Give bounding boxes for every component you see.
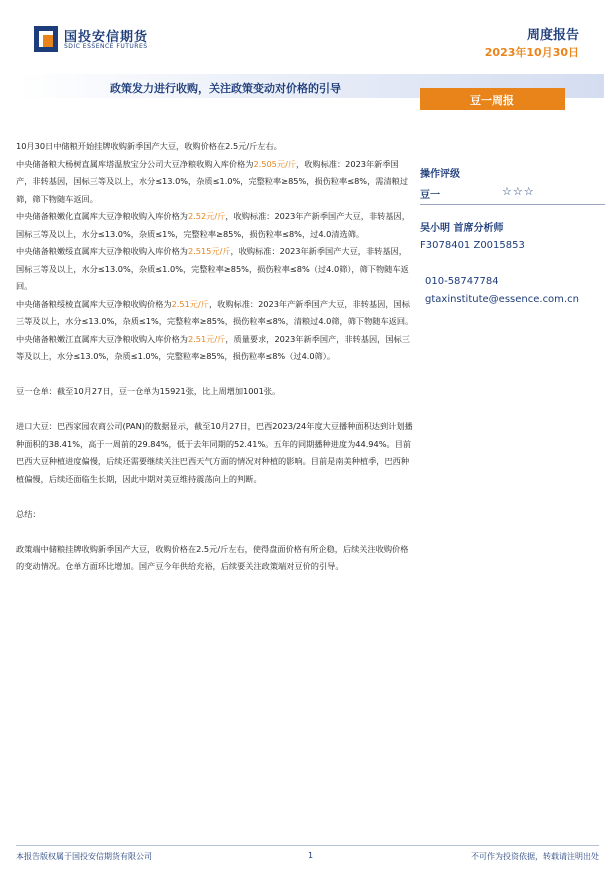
sidebar-divider <box>420 204 605 205</box>
paragraph-nensui: 中央储备粮嫩绥直属库大豆净粮收购入库价格为2.515元/斤，收购标准：2023年新季国产大豆，非转基因，国标三等及以上，水分≤13.0%，杂质≤1.0%，完整粒率≥85%，损伤粒率≤8%（过4.0筛），筛下物随车返回。 <box>16 246 409 291</box>
footer-divider <box>16 845 599 846</box>
summary-label: 总结： <box>16 508 41 519</box>
company-logo <box>34 24 169 56</box>
report-header <box>0 0 615 75</box>
paragraph-nenhua: 中央储备粮嫩化直属库大豆净粮收购入库价格为2.52元/斤，收购标准：2023年产新季国产大豆，非转基因，国标三等及以上，水分≤13.0%，杂质≤1%，完整粒率≥85%，损伤粒率≤8%，过4.0清选筛。 <box>16 211 410 239</box>
logo-name-cn: 国投安信期货 <box>64 30 149 45</box>
analyst-name: 吴小明 首席分析师 <box>420 223 504 234</box>
price-value: 2.505元/斤 <box>253 158 297 169</box>
logo-mark-icon <box>34 26 58 52</box>
report-date: 2023年10月30日 <box>484 46 579 59</box>
paragraph-datayangshu: 中央储备粮大杨树直属库塔温敖宝分公司大豆净粮收购入库价格为2.505元/斤，收购标准：2023年新季国产，非转基因，国标三等及以上，水分≤13.0%，杂质≤1.0%，完整粒率≥85%，损伤粒率≤8%，需清粮过筛，筛下物随车返回。 <box>16 158 409 204</box>
contact-phone: 010-58747784 <box>425 276 499 287</box>
rating-stars-icon: ☆☆☆ <box>502 185 535 198</box>
price-value: 2.51元/斤 <box>187 333 226 344</box>
rating-label: 操作评级 <box>420 169 460 180</box>
rating-item: 豆一 <box>420 190 440 201</box>
paragraph-imported-soybeans: 进口大豆：巴西家园农商公司(PAN)的数据显示，截至10月27日，巴西2023/24年度大豆播种面积达到计划播种面积的38.41%，高于一周前的29.84%，低于去年同期的52.41%。五年的同期播种进度为44.94%。目前巴西大豆种植进度偏慢，后续还需要继续关注巴西天气方面的情况对种植的影响。目前是南美种植季，巴西种植偏慢，后续还面临生长期，因此中期对美豆维持震荡向上的判断。 <box>16 421 413 484</box>
report-type: 周度报告 <box>526 28 579 43</box>
price-value: 2.51元/斤 <box>171 298 209 309</box>
price-value: 2.515元/斤 <box>187 246 231 256</box>
report-tag: 豆一周报 <box>470 94 514 107</box>
paragraph-intro: 10月30日中储粮开始挂牌收购新季国产大豆，收购价格在2.5元/斤左右。 <box>16 141 282 151</box>
logo-name-en: SDIC ESSENCE FUTURES <box>64 43 148 50</box>
page-number: 1 <box>308 851 314 860</box>
paragraph-warehouse-receipts: 豆一仓单：截至10月27日，豆一仓单为15921张，比上周增加1001张。 <box>16 386 281 396</box>
footer-copyright: 本报告版权属于国投安信期货有限公司 <box>16 852 152 861</box>
paragraph-suiling: 中央储备粮绥棱直属库大豆净粮收购价格为2.51元/斤，收购标准：2023年产新季国产大豆，非转基因，国标三等及以上，水分≤13.0%，杂质≤1%，完整粒率≥85%，损伤粒率≤8%，清粮过4.0筛，筛下物随车返回。 <box>16 298 414 326</box>
footer-disclaimer: 不可作为投资依据，转载请注明出处 <box>471 852 599 861</box>
report-title: 政策发力进行收购，关注政策变动对价格的引导 <box>110 82 341 95</box>
paragraph-nenjiang: 中央储备粮嫩江直属库大豆净粮收购入库价格为2.51元/斤，质量要求，2023年新季国产，非转基因，国标三等及以上，水分≤13.0%，杂质≤1.0%，完整粒率≥85%，损伤粒率≤8%（过4.0筛）。 <box>16 333 410 361</box>
contact-email[interactable]: gtaxinstitute@essence.com.cn <box>425 294 579 305</box>
report-body <box>16 138 414 576</box>
price-value: 2.52元/斤 <box>187 211 226 221</box>
paragraph-summary: 政策端中储粮挂牌收购新季国产大豆，收购价格在2.5元/斤左右，使得盘面价格有所企稳，后续关注收购价格的变动情况。仓单方面环比增加。国产豆今年供给充裕，后续要关注政策端对豆价的引导。 <box>16 543 409 571</box>
analyst-cert: F3078401 Z0015853 <box>420 240 525 251</box>
